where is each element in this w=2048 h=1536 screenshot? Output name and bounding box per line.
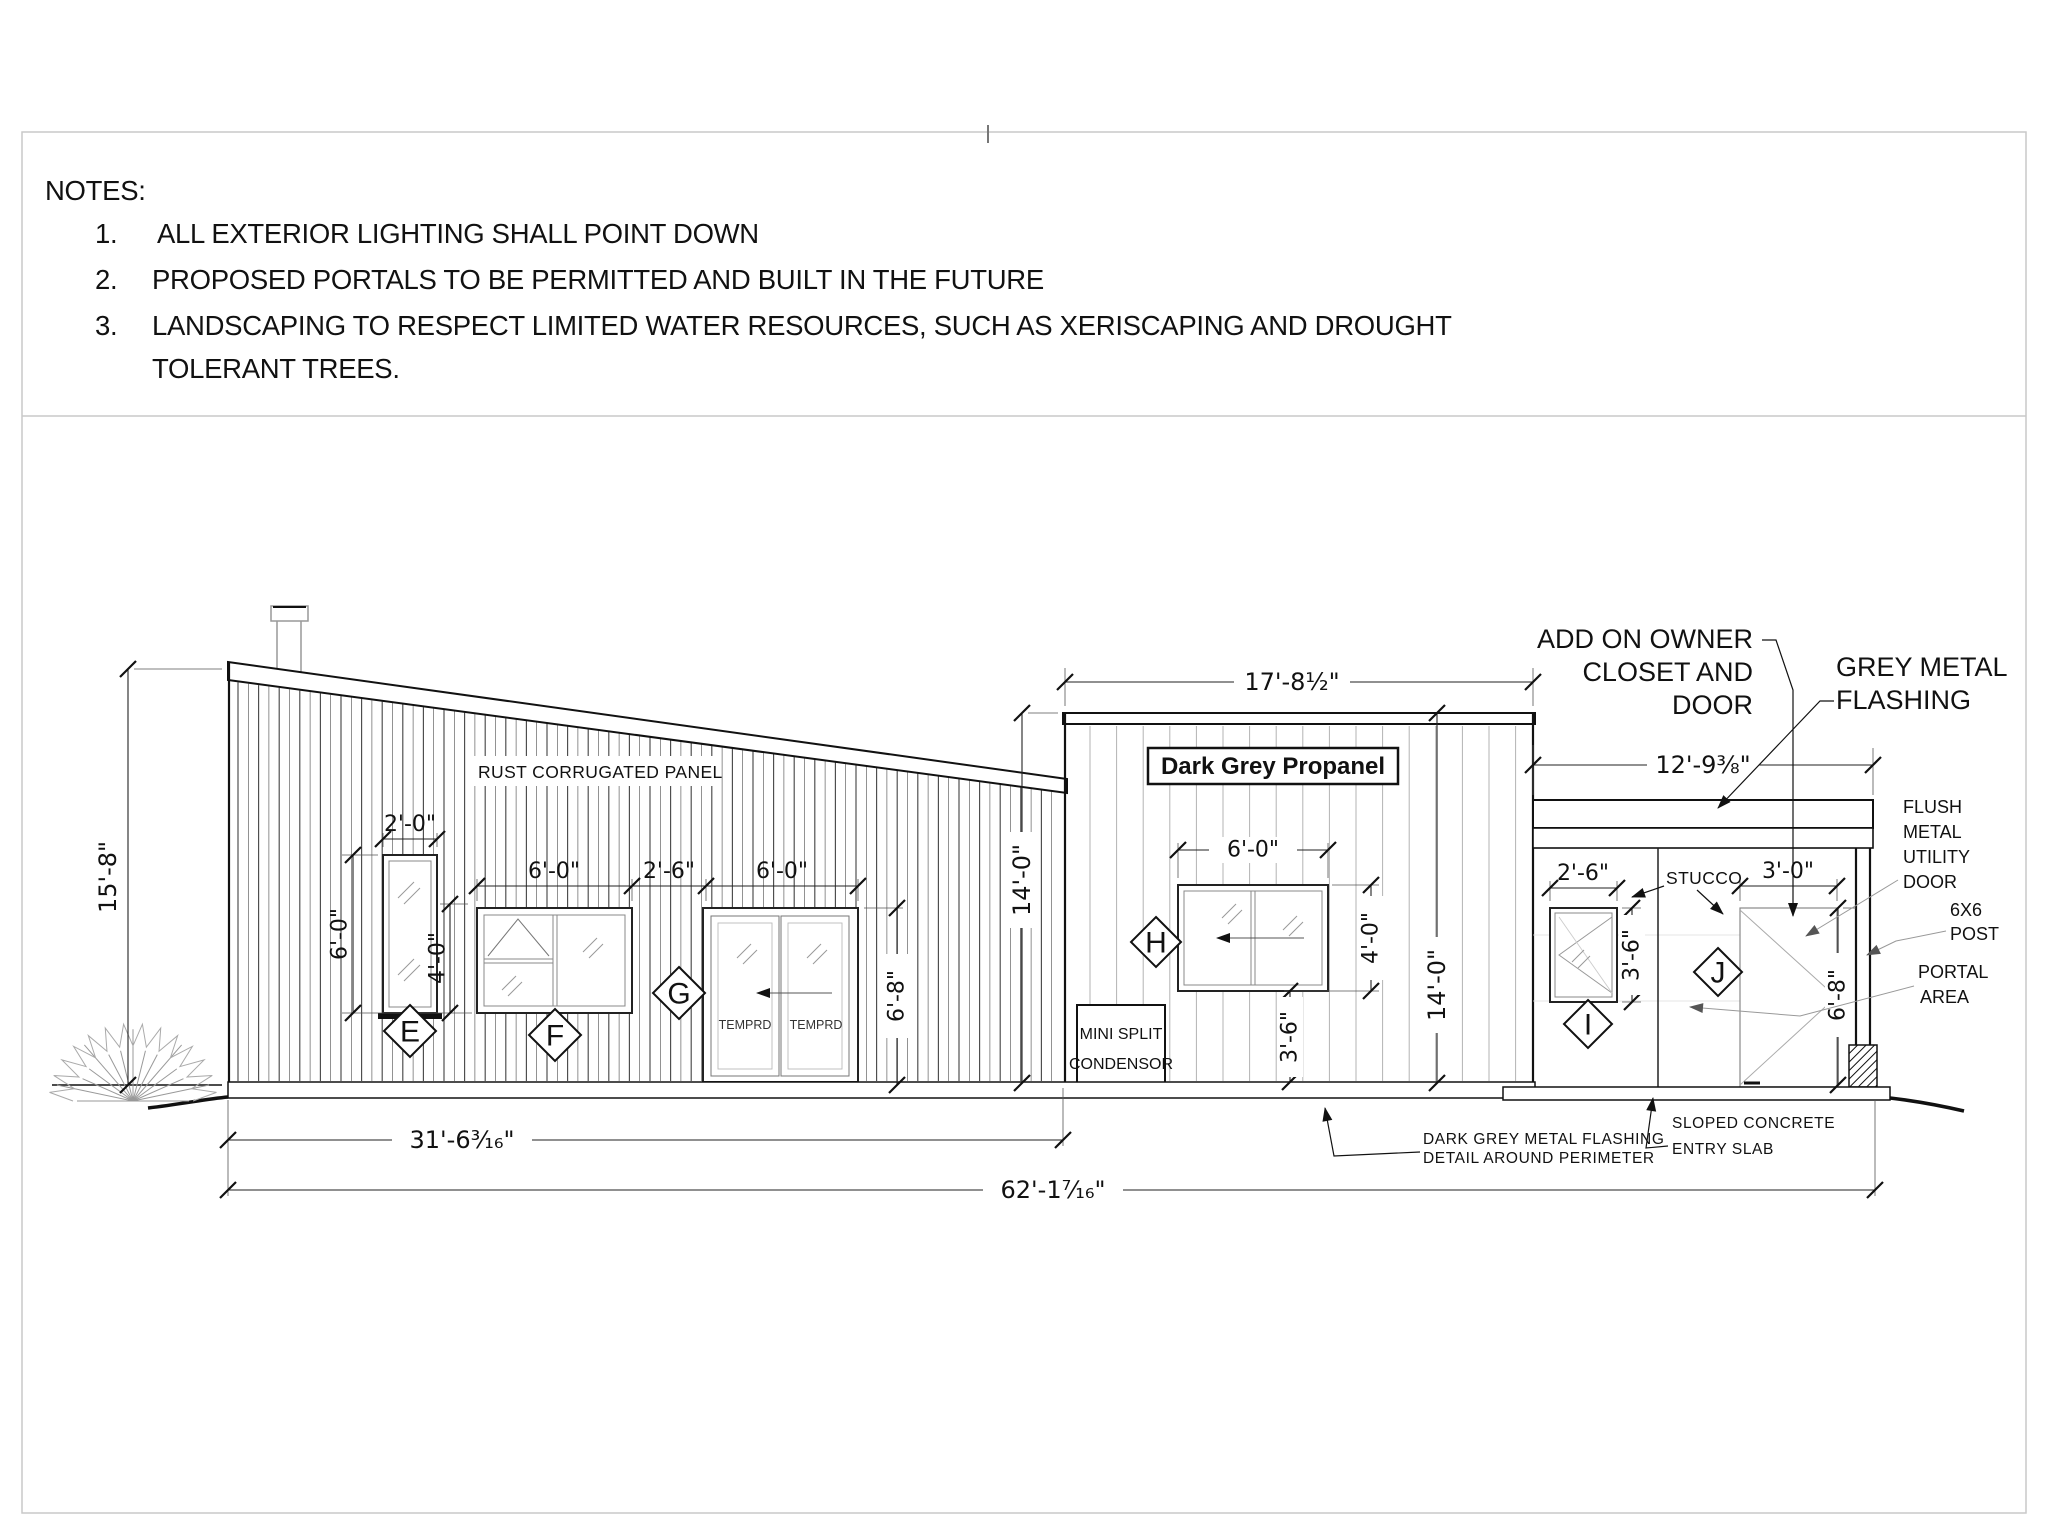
addition-fascia [1533,800,1873,828]
svg-text:Dark Grey Propanel: Dark Grey Propanel [1160,753,1386,780]
svg-text:POST: POST [1950,924,2000,944]
dim-total [983,1175,1123,1205]
chimney [271,606,308,675]
svg-text:I: I [1583,1008,1593,1042]
svg-text:3'-6": 3'-6" [1619,928,1645,982]
svg-text:6'-8": 6'-8" [1825,968,1851,1022]
svg-text:4'-0": 4'-0" [1358,911,1384,965]
note-2-text: PROPOSED PORTALS TO BE PERMITTED AND BUILT IN THE FUTURE [152,264,1044,295]
dim-left-total [392,1125,532,1155]
window-i [1550,908,1617,1002]
tag-g [653,967,705,1019]
svg-text:12'-9⅜": 12'-9⅜" [1655,751,1751,779]
dim-f-width: 6'-0" [527,859,581,884]
door-j [1740,908,1837,1087]
svg-text:ENTRY SLAB: ENTRY SLAB [1672,1141,1774,1158]
dim-fg-gap: 2'-6" [642,859,696,884]
svg-text:PORTAL: PORTAL [1918,962,1989,982]
svg-text:GREY METAL: GREY METAL [1836,652,2008,682]
dim-j-height [1825,953,1851,1037]
dim-mid-height-left [1008,832,1036,928]
notes-section [45,175,1452,384]
base-flashing-band [228,1082,1890,1100]
note-2-num: 2. [95,264,118,295]
note-3-text-cont: TOLERANT TREES. [152,353,400,384]
svg-text:H: H [1145,926,1167,960]
temprd-left-label: TEMPRD [718,1018,772,1032]
window-h [1178,885,1328,991]
svg-text:AREA: AREA [1920,987,1970,1007]
svg-text:UTILITY: UTILITY [1903,847,1971,867]
mini-split-label [1069,1005,1173,1090]
svg-text:MINI SPLIT: MINI SPLIT [1079,1026,1163,1043]
tag-i [1564,1000,1612,1048]
svg-text:6'-0": 6'-0" [1226,837,1280,863]
post-6x6 [1849,848,1877,1087]
middle-parapet [1063,713,1535,724]
callout-grey-metal-flashing [1718,652,2008,808]
dim-left-height: 15'-8" [94,840,122,914]
dim-j-width: 3'-0" [1761,859,1815,884]
note-3-text: LANDSCAPING TO RESPECT LIMITED WATER RESOURCES, SUCH AS XERISCAPING AND DROUGHT [152,310,1452,341]
dim-i-width: 2'-6" [1556,861,1610,886]
svg-text:SLOPED CONCRETE: SLOPED CONCRETE [1672,1115,1836,1132]
dim-i-height [1619,915,1645,995]
svg-text:DETAIL AROUND PERIMETER: DETAIL AROUND PERIMETER [1423,1150,1655,1167]
dim-h-height [1358,896,1384,980]
svg-text:CLOSET AND: CLOSET AND [1582,657,1753,687]
svg-text:METAL: METAL [1903,822,1962,842]
callout-stucco [1632,868,1742,914]
svg-text:31'-6³⁄₁₆": 31'-6³⁄₁₆" [409,1126,515,1154]
svg-text:62'-1⁷⁄₁₆": 62'-1⁷⁄₁₆" [1000,1176,1106,1204]
svg-text:FLUSH: FLUSH [1903,797,1963,817]
callout-6x6-post [1867,900,1999,955]
svg-text:17'-8½": 17'-8½" [1244,668,1340,696]
entry-slab [1503,1087,1890,1100]
dim-add-width [1647,751,1759,779]
note-1-text: ALL EXTERIOR LIGHTING SHALL POINT DOWN [157,218,759,249]
svg-text:G: G [667,977,691,1011]
tag-j [1694,948,1742,996]
svg-text:DARK GREY METAL FLASHING: DARK GREY METAL FLASHING [1423,1131,1665,1148]
note-3-num: 3. [95,310,118,341]
svg-text:E: E [399,1015,421,1049]
temprd-right-label: TEMPRD [789,1018,843,1032]
svg-text:ADD ON OWNER: ADD ON OWNER [1537,624,1753,654]
svg-text:FLASHING: FLASHING [1836,685,1972,715]
note-1-num: 1. [95,218,118,249]
svg-text:6X6: 6X6 [1950,900,1983,920]
svg-text:3'-6": 3'-6" [1277,1010,1303,1064]
dim-f-height: 4'-0" [425,931,451,985]
svg-text:CONDENSOR: CONDENSOR [1068,1056,1174,1073]
notes-title: NOTES: [45,175,146,206]
rust-panel-label [470,756,723,786]
svg-text:14'-0": 14'-0" [1008,843,1036,917]
svg-text:DOOR: DOOR [1672,690,1753,720]
svg-text:14'-0": 14'-0" [1423,948,1451,1022]
dim-e-width: 2'-0" [383,812,437,837]
dim-mid-height-right [1423,937,1451,1033]
dim-g-width: 6'-0" [755,859,809,884]
dim-mid-width [1234,668,1350,696]
svg-text:DOOR: DOOR [1903,872,1957,892]
window-f [477,908,632,1013]
dim-h-sill [1277,997,1303,1077]
door-g [703,908,858,1082]
tag-h [1131,917,1181,967]
callout-sloped-slab [1646,1098,1835,1158]
callout-flashing-detail [1325,1108,1665,1167]
svg-text:STUCCO: STUCCO [1666,868,1743,888]
bush-drawing [50,1024,217,1101]
dim-g-height [884,954,910,1038]
svg-text:RUST CORRUGATED PANEL: RUST CORRUGATED PANEL [478,762,723,782]
svg-text:6'-8": 6'-8" [884,969,910,1023]
dim-e-height: 6'-0" [327,907,353,961]
post-base [1849,1045,1877,1087]
dim-h-width [1209,837,1297,863]
svg-text:F: F [545,1019,565,1053]
svg-text:J: J [1710,956,1726,990]
addition-fascia-band [1533,828,1873,848]
propanel-label [1148,748,1398,784]
